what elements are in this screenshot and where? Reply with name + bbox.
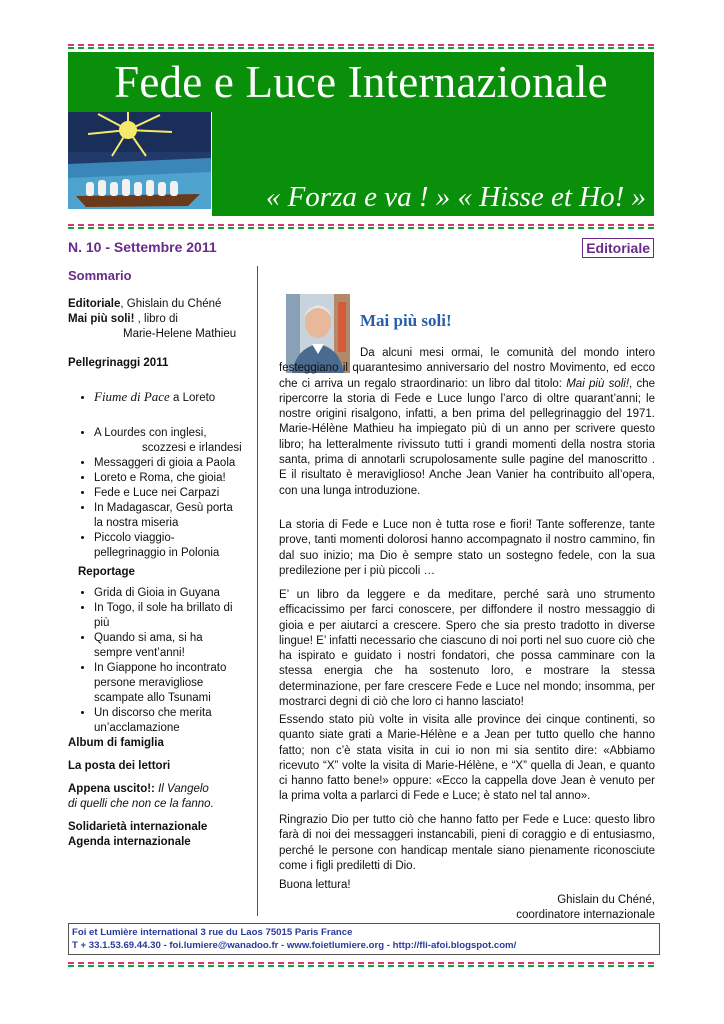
article-p4: Essendo stato più volte in visita alle province dei cinque continenti, so quanto siate grati a Marie-Hélène e a Jean per tutto quello che hanno fatto; non c’è stata visita in cui io non mi sia sentito dire: «Abbiamo ricevuto “X” volte la visita di Marie-Hélène, e “X” quella di Jean, e quanto ci hanno fatto bene!» oppure: «Ecco la cappella dove Jean è venuto per la prima volta a parlarci di Fede e Luce; è stato nel tal anno». xyxy=(279,714,655,803)
bottom-rule xyxy=(68,962,654,964)
masthead-rule xyxy=(68,224,654,226)
toc-new-book[interactable]: Appena uscito!: Il Vangelo xyxy=(68,783,209,795)
toc-heading: Sommario xyxy=(68,268,132,283)
toc-item-giappone[interactable]: • In Giappone ho incontrato persone meravigliose scampate allo Tsunami xyxy=(94,661,254,706)
toc-item-togo[interactable]: • In Togo, il sole ha brillato di più xyxy=(94,601,254,631)
article-p5: Ringrazio Dio per tutto ciò che hanno fatto per Fede e Luce: questo libro farà di noi dei messaggeri instancabili, pieni di coraggio e di entusiasmo, perché le persone con handicap mentale siano pienamente riconosciute come i figli prediletti di Dio. xyxy=(279,814,655,872)
top-rule-green xyxy=(68,47,654,49)
toc-solidarity[interactable]: Solidarietà internazionale xyxy=(68,821,208,833)
toc-item-carpazi[interactable]: • Fede e Luce nei Carpazi xyxy=(94,486,254,501)
toc-item-guyana[interactable]: • Grida di Gioia in Guyana xyxy=(94,586,254,601)
toc-item-polonia[interactable]: • Piccolo viaggio- pellegrinaggio in Polonia xyxy=(94,531,254,561)
bottom-rule-green xyxy=(68,965,654,967)
toc-pilgrimages-heading: Pellegrinaggi 2011 xyxy=(68,357,169,369)
boat-painting xyxy=(68,112,211,209)
toc-agenda[interactable]: Agenda internazionale xyxy=(68,836,191,848)
motto-band xyxy=(212,112,654,216)
toc-item-paola[interactable]: • Messaggeri di gioia a Paola xyxy=(94,456,254,471)
article-closing: Buona lettura! xyxy=(279,879,351,891)
footer-address: Foi et Lumière international 3 rue du Laos 75015 Paris France xyxy=(72,927,353,938)
top-rule xyxy=(68,44,654,46)
footer-contacts[interactable]: T + 33.1.53.69.44.30 - foi.lumiere@wanadoo.fr - www.foietlumiere.org - http://fli-afoi.blogspot.com/ xyxy=(72,940,517,951)
article-p2: La storia di Fede e Luce non è tutta rose e fiori! Tante sofferenze, tante prove, tanti momenti dolorosi hanno accompagnato il nostro cammino, fin dal suo inizio; ma Dio è sempre stato un sostegno fedele, con la sua predilezione per i più piccoli … xyxy=(279,519,655,577)
issue-number: N. 10 - Settembre 2011 xyxy=(68,239,217,255)
article-title: Mai più soli! xyxy=(360,311,452,330)
table-of-contents xyxy=(68,268,254,850)
section-tag: Editoriale xyxy=(582,238,654,258)
article-p1: Da alcuni mesi ormai, le comunità del mondo intero festeggiano il quarantesimo anniversario del nostro Movimento, ed ecco che ci arriva un regalo straordinario: un libro dal titolo: Mai più soli!, che ripercorre la storia di Fede e Luce lungo l’arco di oltre quarant’anni; le nostre origini risalgono, infatti, a ben prima del pellegrinaggio del 1971. Marie-Hélène Mathieu ha impiegato più di un anno per scrivere questo libro; ha letteralmente rivissuto tutti i grandi momenti della nostra storia santa, prima di annotarli scrupolosamente sulle pagine del manoscritto . E il risultato è meraviglioso! Anche Jean Vanier ha contribuito all’opera, con una lunga introduzione. xyxy=(279,347,656,497)
toc-item-fiume[interactable]: • Fiume di Pace a Loreto xyxy=(94,389,254,406)
toc-item-loreto-roma[interactable]: • Loreto e Roma, che gioia! xyxy=(94,471,254,486)
toc-book[interactable]: Mai più soli! , libro di xyxy=(68,313,178,325)
motto: « Forza e va ! » « Hisse et Ho! » xyxy=(265,181,646,213)
masthead-rule-green xyxy=(68,227,654,229)
article-p3: E’ un libro da leggere e da meditare, perché sarà uno strumento efficacissimo per farci conoscere, per diffondere il nostro messaggio di gioia e per aiutarci a crescere. Spero che sia presto tradotto in diverse lingue! E’ infatti necessario che ciascuno di noi porti nel suo cuore ciò che ha ispirato e guidato i nostri fondatori, che possa camminare con la stessa energia che ha sostenuto loro, e mostrare la stessa determinazione, per fare crescere Fede e Luce nel mondo; insomma, per mostrarci degni di ciò che loro ci hanno lasciato! xyxy=(279,589,655,709)
column-divider xyxy=(257,266,258,916)
signature-role: coordinatore internazionale xyxy=(516,909,655,921)
toc-pilgrimage-list-2 xyxy=(68,426,254,561)
masthead-title-box xyxy=(68,52,654,112)
masthead-title: Fede e Luce Internazionale xyxy=(114,57,608,107)
toc-item-madagascar[interactable]: • In Madagascar, Gesù porta la nostra miseria xyxy=(94,501,254,531)
toc-new-book-cont: di quelli che non ce la fanno. xyxy=(68,798,214,810)
toc-reportage-heading: Reportage xyxy=(78,566,135,578)
footer-box xyxy=(68,923,660,955)
toc-item-lourdes[interactable]: • A Lourdes con inglesi, scozzesi e irlandesi xyxy=(94,426,254,456)
toc-reportage-list xyxy=(68,586,254,736)
toc-album[interactable]: Album di famiglia xyxy=(68,737,164,749)
signature-name: Ghislain du Chéné, xyxy=(557,894,655,906)
toc-item-discorso[interactable]: • Un discorso che merita un’acclamazione xyxy=(94,706,254,736)
toc-book-author: Marie-Helene Mathieu xyxy=(123,328,237,340)
toc-editorial[interactable]: Editoriale, Ghislain du Chéné xyxy=(68,298,222,310)
toc-post[interactable]: La posta dei lettori xyxy=(68,760,171,772)
toc-item-vent-anni[interactable]: • Quando si ama, si ha sempre vent’anni! xyxy=(94,631,254,661)
toc-pilgrimage-list xyxy=(68,389,254,406)
